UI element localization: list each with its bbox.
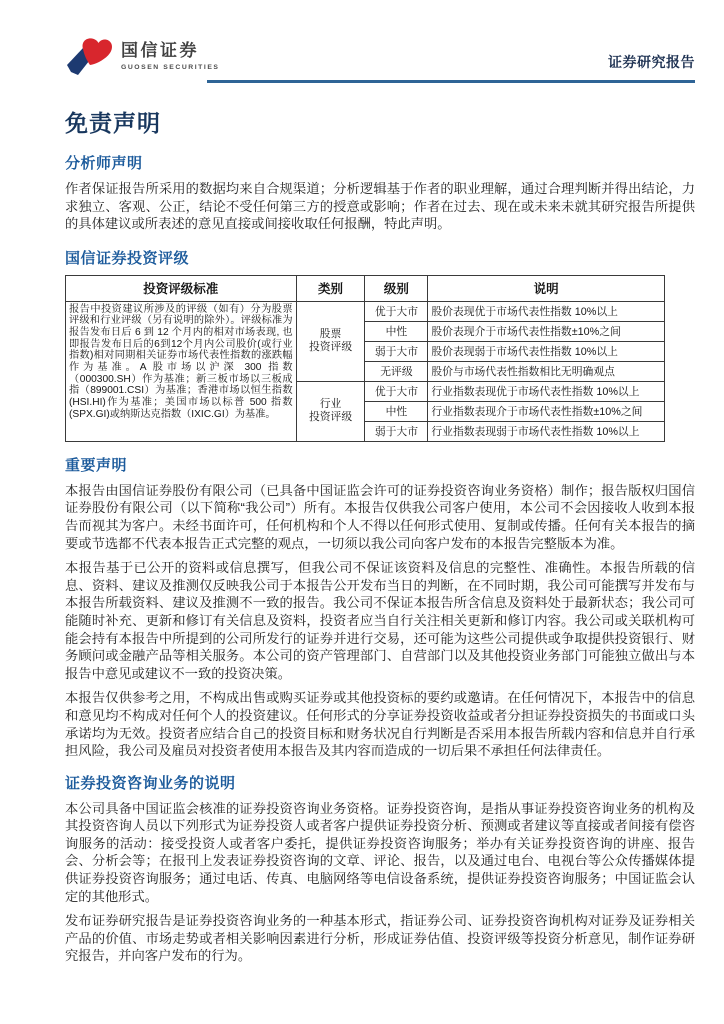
section-heading-rating: 国信证券投资评级 [65,249,190,267]
desc-cell: 行业指数表现优于市场代表性指数 10%以上 [428,381,665,401]
section-heading-analyst: 分析师声明 [65,155,143,172]
important-paragraph-2: 本报告基于已公开的资料或信息撰写，但我公司不保证该资料及信息的完整性、准确性。本报告所载的信息、资料、建议及推测仅反映我公司于本报告公开发布当日的判断，在不同时期，我公司可能撰写并发布与本报告所载资料、建议及推测不一致的报告。我公司不保证本报告所含信息及资料处于最新状态；我公司可能随时补充、更新和修订有关信息及资料，投资者应当自行关注相关更新和修订内容。我公司或关联机构可能会持有本报告中所提到的公司所发行的证券并进行交易，还可能为这些公司提供或争取提供投资银行、财务顾问或金融产品等相关服务。本公司的资产管理部门、自营部门以及其他投资业务部门可能独立做出与本报告中意见或建议不一致的投资决策。 [65,560,695,681]
level-cell: 中性 [365,401,428,421]
desc-cell: 股价表现弱于市场代表性指数 10%以上 [428,341,665,361]
level-cell: 弱于大市 [365,421,428,441]
important-paragraph-3: 本报告仅供参考之用，不构成出售或购买证券或其他投资标的要约或邀请。在任何情况下，本报告中的信息和意见均不构成对任何个人的投资建议。任何形式的分享证券投资收益或者分担证券投资损失的书面或口头承诺均为无效。投资者应结合自己的投资目标和财务状况自行判断是否采用本报告所载内容和信息并自行承担风险，我公司及雇员对投资者使用本报告及其内容而造成的一切后果不承担任何法律责任。 [65,690,695,759]
desc-cell: 股价表现优于市场代表性指数 10%以上 [428,301,665,321]
consulting-paragraph-2: 发布证券研究报告是证券投资咨询业务的一种基本形式，指证券公司、证券投资咨询机构对证券及证券相关产品的价值、市场走势或者相关影响因素进行分析，形成证券估值、投资评级等投资分析意见，制作证券研究报告，并向客户发布的行为。 [65,913,695,964]
level-cell: 中性 [365,321,428,341]
consulting-paragraph-1: 本公司具备中国证监会核准的证券投资咨询业务资格。证券投资咨询，是指从事证券投资咨询业务的机构及其投资咨询人员以下列形式为证券投资人或者客户提供证券投资分析、预测或者建议等直接或者间接有偿咨询服务的活动：接受投资人或者客户委托，提供证券投资咨询服务；举办有关证券投资咨询的讲座、报告会、分析会等；在报刊上发表证券投资咨询的文章、评论、报告，以及通过电台、电视台等公众传播媒体提供证券投资咨询服务；通过电话、传真、电脑网络等电信设备系统，提供证券投资咨询服务；中国证监会认定的其他形式。 [65,800,695,904]
important-paragraph-1: 本报告由国信证券股份有限公司（已具备中国证监会许可的证券投资咨询业务资格）制作；报告版权归国信证券股份有限公司（以下简称“我公司”）所有。本报告仅供我公司客户使用，本公司不会因接收人收到本报告而视其为客户。未经书面许可，任何机构和个人不得以任何形式使用、复制或传播。任何有关本报告的摘要或节选都不代表本报告正式完整的观点，一切须以我公司向客户发布的本报告完整版本为准。 [65,482,695,551]
rating-table-header-row [66,275,665,301]
desc-cell: 行业指数表现弱于市场代表性指数 10%以上 [428,421,665,441]
level-cell: 优于大市 [365,301,428,321]
logo-company-name: 国信证券 [121,41,199,61]
header-rule [207,80,695,83]
desc-cell: 股价与市场代表性指数相比无明确观点 [428,361,665,381]
col-header-desc: 说明 [428,275,665,301]
guosen-logo-icon [65,36,115,78]
desc-cell: 股价表现介于市场代表性指数±10%之间 [428,321,665,341]
page-title: 免责声明 [65,110,161,136]
desc-cell: 行业指数表现介于市场代表性指数±10%之间 [428,401,665,421]
col-header-level: 级别 [365,275,428,301]
level-cell: 优于大市 [365,381,428,401]
guosen-logo [65,36,219,78]
logo-company-name-en: GUOSEN SECURITIES [121,64,220,72]
table-row [66,301,665,321]
report-type-label: 证券研究报告 [608,54,695,70]
level-cell: 弱于大市 [365,341,428,361]
section-heading-consulting: 证券投资咨询业务的说明 [65,774,236,792]
analyst-paragraph: 作者保证报告所采用的数据均来自合规渠道；分析逻辑基于作者的职业理解，通过合理判断并得出结论，力求独立、客观、公正，结论不受任何第三方的授意或影响；作者在过去、现在或未来未就其研究报告所提供的具体建议或所表述的意见直接或间接收取任何报酬，特此声明。 [65,181,695,232]
section-heading-important: 重要声明 [65,456,128,474]
rating-table [65,275,665,442]
level-cell: 无评级 [365,361,428,381]
page-header [65,36,695,83]
category-cell-stock: 股票 投资评级 [296,301,365,381]
col-header-category: 类别 [296,275,365,301]
col-header-criteria: 投资评级标准 [66,275,297,301]
criteria-cell: 报告中投资建议所涉及的评级（如有）分为股票评级和行业评级（另有说明的除外）。评级标准为报告发布日后 6 到 12 个月内的相对市场表现, 也即报告发布日后的6到12个月内公司股价(或行业指数)相对同期相关证券市场代表性指数的涨跌幅作为基准。A 股市场以沪深 300 指数（000300.SH）作为基准；新三板市场以三板成指（899001.CSI）为基准；香港市场以恒生指数(HSI.HI)作为基准；美国市场以标普 500 指数(SPX.GI)或纳斯达克指数（IXIC.GI）为基准。 [66,301,297,441]
category-cell-industry: 行业 投资评级 [296,381,365,441]
